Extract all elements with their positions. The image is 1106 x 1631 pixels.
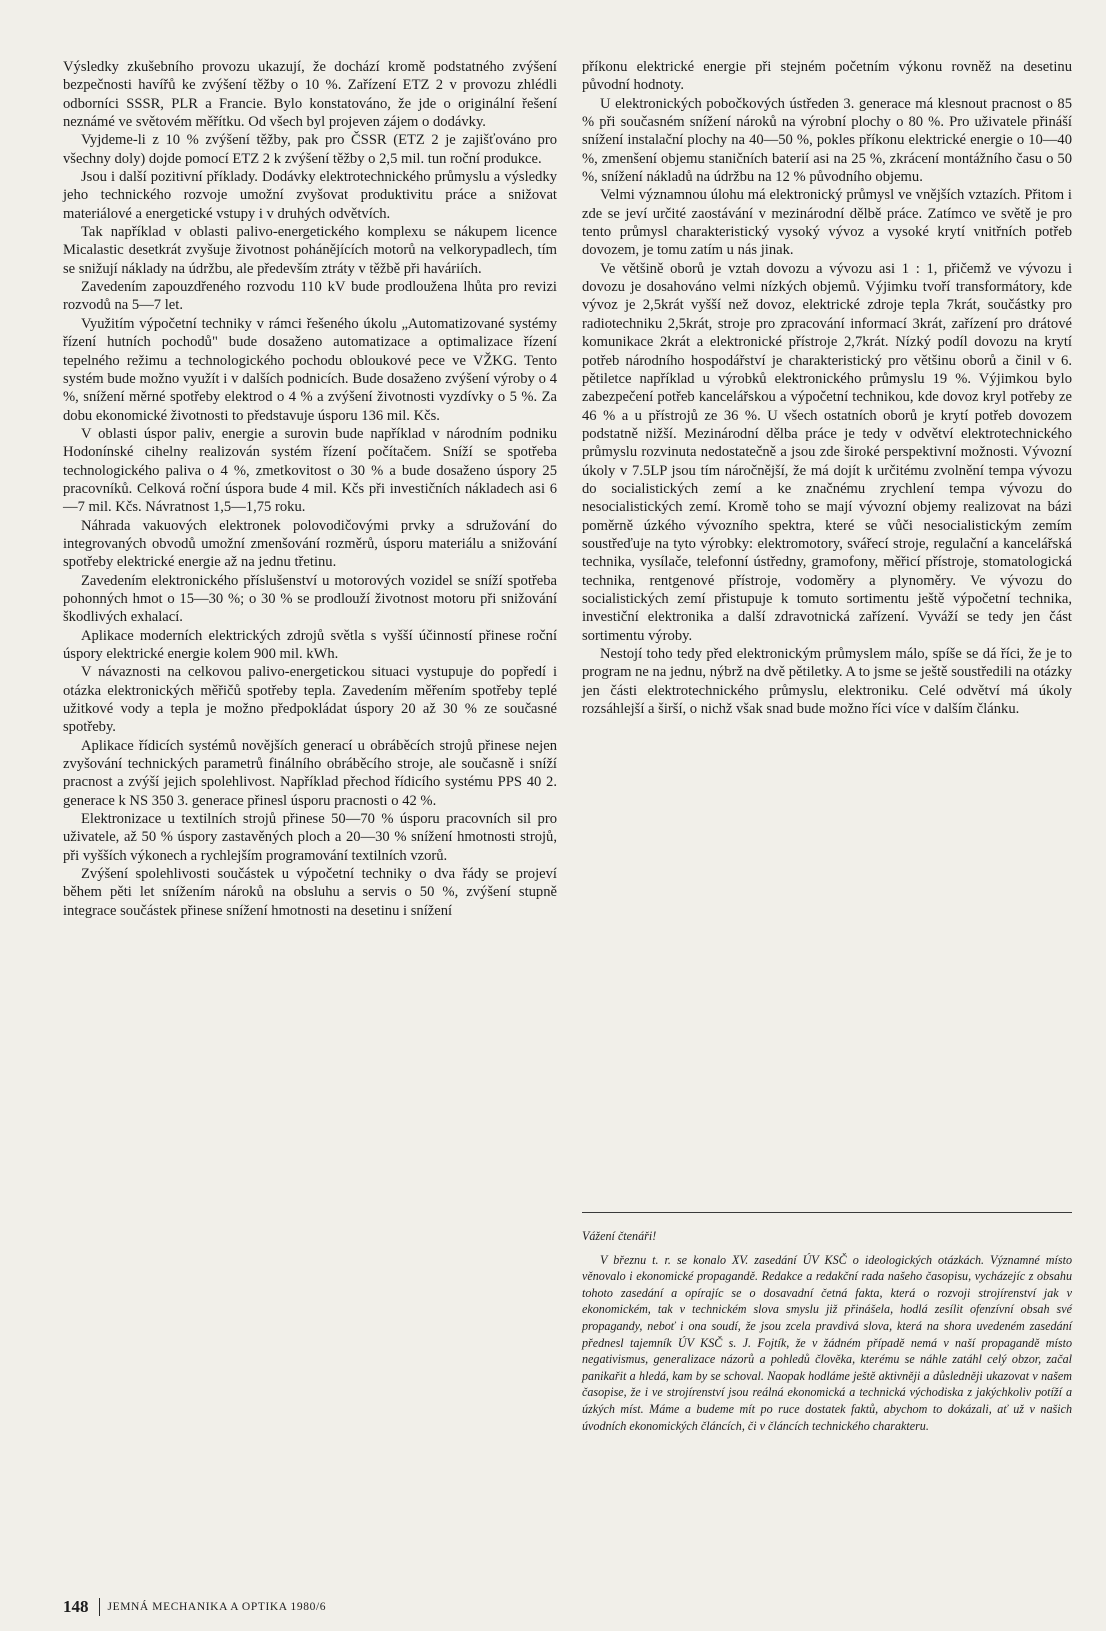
paragraph: Náhrada vakuových elektronek polovodičovými prvky a sdružování do integrovaných obvodů umožní zmenšování rozměrů, úsporu materiálu a snižování spotřeby elektrické energie až na jednu třetinu. (63, 517, 557, 571)
paragraph: Ve většině oborů je vztah dovozu a vývozu asi 1 : 1, přičemž ve vývozu i dovozu je dosahováno velmi nízkých objemů. Výjimku tvoří transformátory, kde vývoz je 2,5krát vyšší než dovoz, elektrické zdroje tepla 7krát, součástky pro radiotechniku 2,5krát, stroje pro zpracování informací 3krát, zařízení pro drátové komunikace 2krát a elektronické přístroje 2,7krát. Nízký podíl dovozu na krytí potřeb národního hospodářství je charakteristický pro většinu oborů a činil v 6. pětiletce například u výrobků elektronického průmyslu 19 %. Výjimkou bylo zabezpečení potřeb kancelářskou a výpočetní technikou, kde dovoz kryl potřeby ze 46 % a u přístrojů ze 36 %. U všech ostatních oborů je krytí potřeb dovozem podstatně nižší. Mezinárodní dělba práce je tedy v odvětví elektrotechnického průmyslu rozvinuta nedostatečně a jsou zde široké perspektivní možnosti. Vývozní úkoly v 7.5LP jsou tím náročnější, že má dojít k určitému zvolnění tempa vývozu do socialistických zemí a ke značnému zrychlení tempa vývozu do nesocialistických zemí. Kromě toho se mají vývozní objemy realizovat na bázi poměrně úzkého vývozního spektra, které se vůči nesocialistickým zemím soustřeďuje na tyto výrobky: elektromotory, svářecí stroje, regulační a kancelářská technika, vysílače, telefonní ústředny, gramofony, měřicí přístroje, stomatologická technika, rentgenové přístroje, vodoměry a plynoměry. Ve vývozu do socialistických zemí přistupuje k tomuto sortimentu ještě výpočetní technika, investiční elektronika a další zdravotnická zařízení. Vyváží se tedy jen část sortimentu výroby. (582, 260, 1072, 644)
editorial-text: V březnu t. r. se konalo XV. zasedání ÚV KSČ o ideologických otázkách. Významné místo věnovalo i ekonomické propagandě. Redakce a redakční rada našeho časopisu, vycházejíc z obsahu tohoto zasedání a opírajíc se o dosavadní četná fakta, která o rozvoji strojírenství jak v ekonomickém, tak v technickém slova smyslu již přinášela, hodlá zesílit ofenzívní obsah své propagandy, neboť i ona soudí, že jsou zcela pravdivá slova, která na shora uvedeném zasedání přednesl tajemník ÚV KSČ s. J. Fojtík, že v žádném případě nemá v naší propagandě místo negativismus, generalizace názorů a pohledů člověka, kterému se náhle zatáhl celý obzor, začal panikařit a hledá, kam by se schoval. Naopak hodláme ještě aktivněji a důsledněji ukazovat v našem časopise, že i ve strojírenství jsou reálná ekonomická a technická východiska z jakýchkoliv potíží a úzkých míst. Máme a budeme mít po ruce dostatek faktů, abychom to dokázali, ať už v našich úvodních ekonomických článcích, či v článcích technického charakteru. (582, 1252, 1072, 1433)
paragraph: U elektronických pobočkových ústředen 3. generace má klesnout pracnost o 85 % při současném snížení nároků na výrobní plochy o 80 %. Pro uživatele přináší snížení instalační plochy na 40—50 %, pokles příkonu elektrické energie o 10—40 %, zmenšení objemu staničních baterií asi na 25 %, zkrácení montážního času o 50 %, snížení nákladů na údržbu na 12 % původního objemu. (582, 95, 1072, 186)
paragraph: Výsledky zkušebního provozu ukazují, že dochází kromě podstatného zvýšení bezpečnosti havířů ke zvýšení těžby o 10 %. Zařízení ETZ 2 v provozu zhlédli odborníci SSSR, PLR a Francie. Bylo konstatováno, že jde o originální řešení neznámé ve světovém měřítku. Od všech byl projeven zájem o dodávky. (63, 59, 557, 131)
journal-title: JEMNÁ MECHANIKA A OPTIKA 1980/6 (107, 1601, 327, 1613)
paragraph: Zavedením elektronického příslušenství u motorových vozidel se sníží spotřeba pohonných hmot o 15—30 %; o 30 % se prodlouží životnost motoru při snižování škodlivých exhalací. (63, 572, 557, 626)
paragraph: Zvýšení spolehlivosti součástek u výpočetní techniky o dva řády se projeví během pěti let snížením nároků na obsluhu a servis o 50 %, zvýšení stupně integrace součástek přinese snížení hmotnosti na desetinu i snížení (63, 866, 557, 919)
paragraph: Elektronizace u textilních strojů přinese 50—70 % úsporu pracovních sil pro uživatele, až 50 % úspory zastavěných ploch a 20—30 % snížení hmotnosti strojů, při vyšších výkonech a rychlejším programování textilních vzorů. (63, 811, 557, 864)
section-divider (582, 1212, 1072, 1213)
page-footer (63, 1595, 326, 1619)
paragraph: V návaznosti na celkovou palivo-energetickou situaci vystupuje do popředí i otázka elektronických měřičů spotřeby tepla. Zavedením měřením spotřeby teplé užitkové vody a tepla je možno předpokládat úspory 20 až 30 % ze současné spotřeby. (63, 664, 557, 736)
footer-separator (99, 1598, 100, 1616)
editorial-greeting: Vážení čtenáři! (582, 1229, 657, 1243)
paragraph: Nestojí toho tedy před elektronickým průmyslem málo, spíše se dá říci, že je to program ne na jednu, nýbrž na dvě pětiletky. A to jsme se ještě soustředili na otázky jen části elektrotechnického průmyslu, elektroniku. Celé odvětví má úkoly rozsáhlejší a širší, o nichž však snad bude možno říci více v dalším článku. (582, 646, 1072, 718)
right-text-column (582, 58, 1072, 718)
paragraph: Zavedením zapouzdřeného rozvodu 110 kV bude prodloužena lhůta pro revizi rozvodů na 5—7 let. (63, 279, 557, 314)
editorial-note (582, 1228, 1072, 1434)
paragraph: Vyjdeme-li z 10 % zvýšení těžby, pak pro ČSSR (ETZ 2 je zajišťováno pro všechny doly) dojde pomocí ETZ 2 k zvýšení těžby o 2,5 mil. tun roční produkce. (63, 132, 557, 167)
paragraph: Velmi významnou úlohu má elektronický průmysl ve vnějších vztazích. Přitom i zde se jeví určité zaostávání v mezinárodní dělbě práce. Zatímco ve světě je pro tento průmysl charakteristický vysoký vývoz a vysoké krytí vnitřních potřeb dovozem, je tomu zatím u nás jinak. (582, 187, 1072, 259)
paragraph: Aplikace řídicích systémů novějších generací u obráběcích strojů přinese nejen zvyšování technických parametrů finálního obráběcího stroje, ale současně i sníží pracnost a zvýší jejich spolehlivost. Například přechod řídicího systému PPS 40 2. generace k NS 350 3. generace přinesl úsporu pracnosti o 42 %. (63, 737, 557, 809)
paragraph: Aplikace moderních elektrických zdrojů světla s vyšší účinností přinese roční úspory elektrické energie kolem 900 mil. kWh. (63, 627, 557, 662)
paragraph: Využitím výpočetní techniky v rámci řešeného úkolu „Automatizované systémy řízení hutních pochodů" bude dosaženo automatizace a optimalizace řízení tepelného režimu a technologického pochodu obloukové pece ve VŽKG. Tento systém bude možno využít i v dalších podnicích. Bude dosaženo zvýšení výroby o 4 %, snížení měrné spotřeby elektrod o 4 % a zvýšení životnosti vyzdívky o 5 %. Za dobu ekonomické životnosti to představuje úsporu 136 mil. Kčs. (63, 315, 557, 424)
paragraph: Jsou i další pozitivní příklady. Dodávky elektrotechnického průmyslu a výsledky jeho technického rozvoje umožní zvyšovat produktivitu práce a snižovat materiálové a energetické vstupy i v druhých odvětvích. (63, 169, 557, 222)
paragraph: příkonu elektrické energie při stejném početním výkonu rovněž na desetinu původní hodnoty. (582, 59, 1072, 94)
paragraph: V oblasti úspor paliv, energie a surovin bude například v národním podniku Hodonínské cihelny realizován systém řízení počítačem. Sníží se spotřeba technologického paliva o 4 %, zmetkovitost o 30 % a bude dosaženo úspory 25 pracovníků. Celková roční úspora bude 4 mil. Kčs při investičních nákladech asi 6—7 mil. Kčs. Návratnost 1,5—1,75 roku. (63, 425, 557, 516)
left-text-column (63, 58, 557, 920)
paragraph: Tak například v oblasti palivo-energetického komplexu se nákupem licence Micalastic desetkrát zvyšuje životnost pohánějících motorů na velkorypadlech, tím se snižují náklady na údržbu, ale především ztráty v těžbě při haváriích. (63, 224, 557, 277)
page-number: 148 (63, 1597, 89, 1616)
